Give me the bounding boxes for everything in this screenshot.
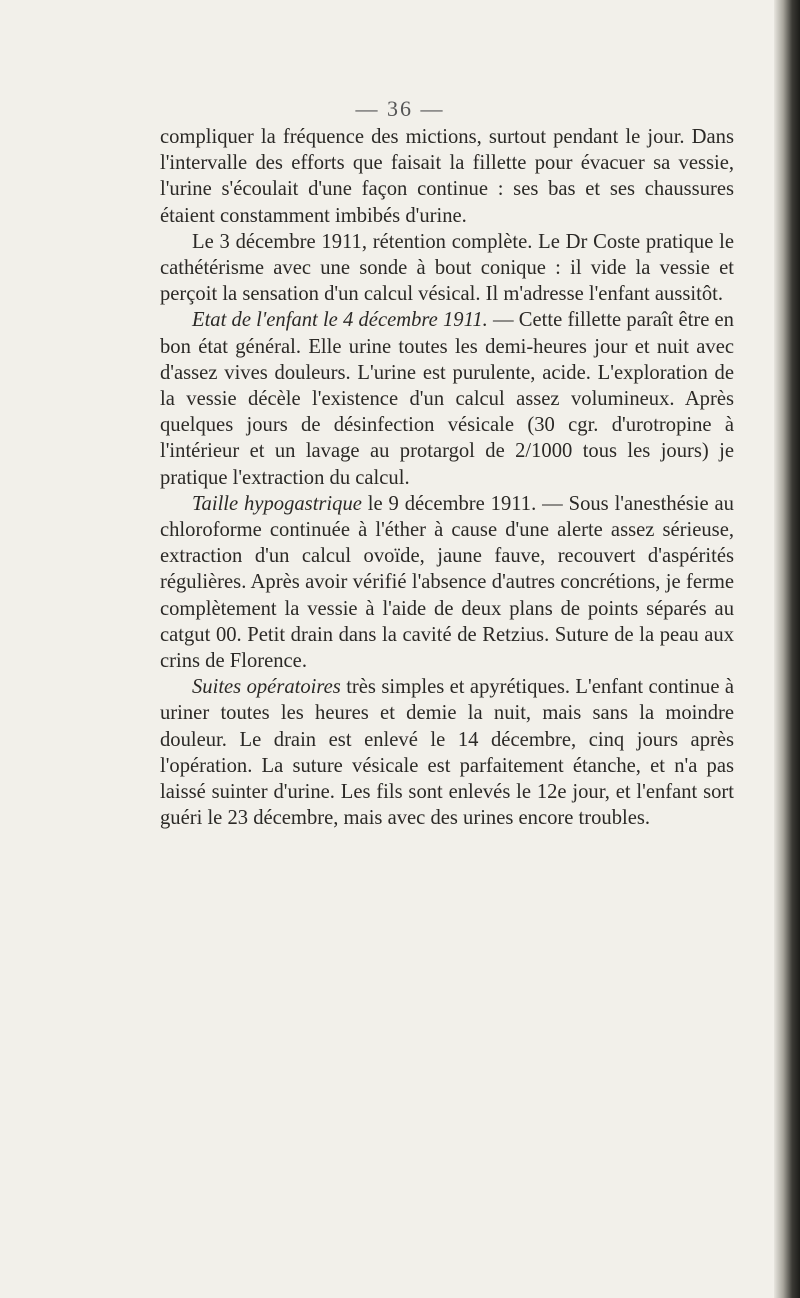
paragraph-5-text: très simples et apyrétiques. L'enfant continue à uriner toutes les heures et demie la nuit, mais sans la moindre douleur. Le drain est enlevé le 14 décembre, cinq jours après l'opération. La suture vésicale est parfaitement étanche, et n'a pas laissé suinter d'urine. Les fils sont enlevés le 12e jour, et l'enfant sort guéri le 23 décembre, mais avec des urines encore troubles.: [160, 676, 734, 830]
paragraph-2-text: Le 3 décembre 1911, rétention complète. Le Dr Coste pratique le cathétérisme avec une sonde à bout conique : il vide la vessie et perçoit la sensation d'un calcul vésical. Il m'adresse l'enfant aussitôt.: [160, 230, 734, 306]
page-edge-shadow: [774, 0, 800, 1298]
paragraph-4-text: le 9 décembre 1911. — Sous l'anesthésie au chloroforme continuée à l'éther à cause d'une alerte assez sérieuse, extraction d'un calcul ovoïde, jaune fauve, recouvert d'aspérités régulières. Après avoir vérifié l'absence d'autres concrétions, je ferme complètement la vessie à l'aide de deux plans de points séparés au catgut 00. Petit drain dans la cavité de Retzius. Suture de la peau aux crins de Florence.: [160, 492, 734, 673]
paragraph-3-text: — Cette fillette paraît être en bon état général. Elle urine toutes les demi-heures jour et nuit avec d'assez vives douleurs. L'urine est purulente, acide. L'exploration de la vessie décèle l'existence d'un calcul assez volumineux. Après quelques jours de désinfection vésicale (30 cgr. d'urotropine à l'intérieur et un lavage au protargol de 2/1000 tous les jours) je pratique l'extraction du calcul.: [160, 309, 734, 489]
paragraph-4: [160, 491, 734, 674]
page-number: — 36 —: [355, 96, 445, 121]
paragraph-3: [160, 307, 734, 490]
paragraph-3-heading: Etat de l'enfant le 4 décembre 1911.: [192, 309, 488, 332]
paragraph-5: [160, 674, 734, 831]
paragraph-1: [160, 124, 734, 229]
document-body: [160, 124, 734, 831]
paragraph-2: [160, 229, 734, 308]
paragraph-4-heading: Taille hypogastrique: [192, 492, 362, 515]
paragraph-1-text: compliquer la fréquence des mictions, surtout pendant le jour. Dans l'intervalle des efforts que faisait la fillette pour évacuer sa vessie, l'urine s'écoulait d'une façon continue : ses bas et ses chaussures étaient constamment imbibés d'urine.: [160, 126, 734, 227]
paragraph-5-heading: Suites opératoires: [192, 676, 341, 699]
